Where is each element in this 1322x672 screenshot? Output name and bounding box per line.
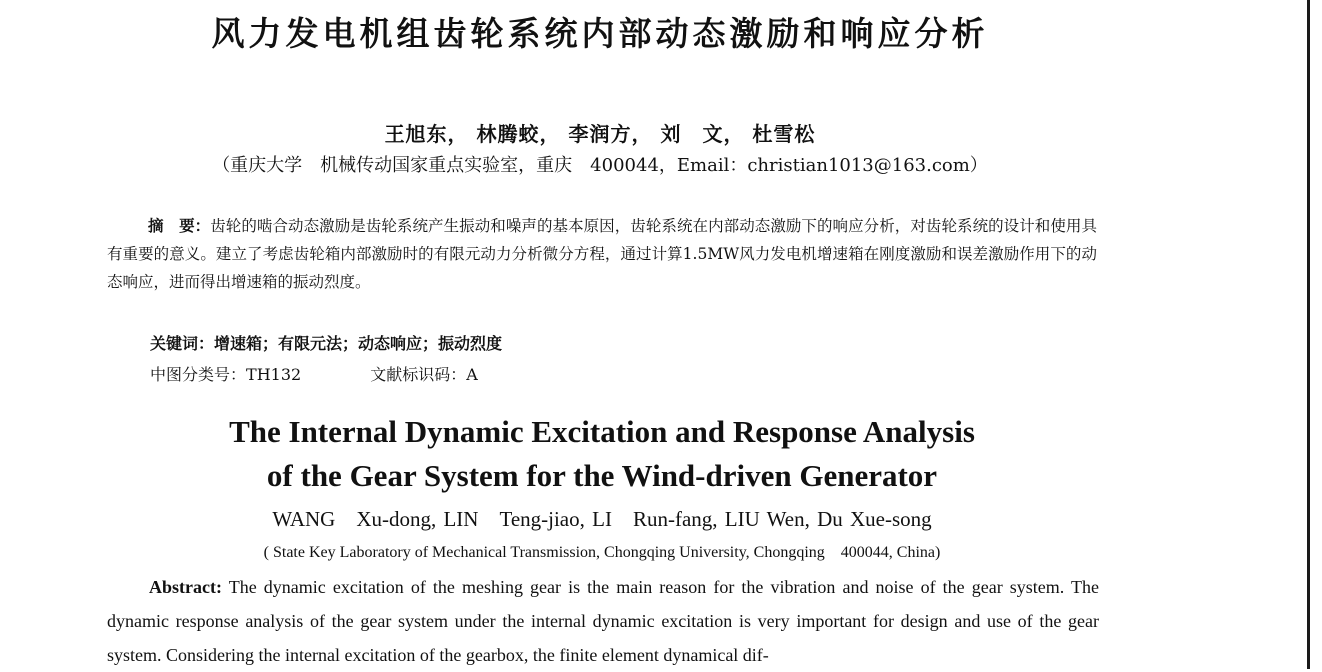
classification-value: TH132 bbox=[246, 365, 302, 384]
affiliation-cn: （重庆大学 机械传动国家重点实验室，重庆 400044，Email：christian1013@163.com） bbox=[212, 155, 988, 176]
classification-label: 中图分类号： bbox=[150, 365, 247, 384]
keywords-text: 增速箱；有限元法；动态响应；振动烈度 bbox=[214, 334, 503, 353]
page-edge-bar bbox=[1307, 0, 1310, 669]
paper-title-cn: 风力发电机组齿轮系统内部动态激励和响应分析 bbox=[211, 14, 989, 53]
abstract-en-label: Abstract: bbox=[149, 577, 222, 597]
doc-code-label: 文献标识码： bbox=[370, 365, 467, 384]
keywords-label: 关键词： bbox=[150, 334, 215, 353]
abstract-cn-text: 齿轮的啮合动态激励是齿轮系统产生振动和噪声的基本原因，齿轮系统在内部动态激励下的响应分析，对齿轮系统的设计和使用具有重要的意义。建立了考虑齿轮箱内部激励时的有限元动力分析微分方程，通过计算1.5MW风力发电机增速箱在刚度激励和误差激励作用下的动态响应，进而得出增速箱的振动烈度。 bbox=[107, 217, 1097, 291]
abstract-cn bbox=[107, 212, 1097, 296]
paper-title-en bbox=[0, 410, 1204, 498]
title-en-line-2: of the Gear System for the Wind-driven Generator bbox=[266, 458, 938, 493]
affiliation-en: ( State Key Laboratory of Mechanical Transmission, Chongqing University, Chongqing 400044, China) bbox=[263, 544, 941, 561]
abstract-cn-label: 摘 要： bbox=[148, 217, 211, 235]
abstract-en-text: The dynamic excitation of the meshing gear is the main reason for the vibration and noise of the gear system. The dynamic response analysis of the gear system under the internal dynamic excitation is very important for design and use of the gear system. Considering the internal excitation of the gearbox, the finite element dynamical dif- bbox=[107, 577, 1099, 665]
title-en-line-1: The Internal Dynamic Excitation and Response Analysis bbox=[229, 414, 975, 449]
authors-cn: 王旭东， 林腾蛟， 李润方， 刘 文， 杜雪松 bbox=[384, 122, 816, 146]
abstract-en bbox=[107, 570, 1099, 672]
classification-line bbox=[150, 362, 478, 385]
authors-en: WANG Xu-dong, LIN Teng-jiao, LI Run-fang, LIU Wen, Du Xue-song bbox=[272, 507, 932, 531]
doc-code-value: A bbox=[466, 365, 478, 384]
keywords-cn bbox=[150, 331, 502, 354]
